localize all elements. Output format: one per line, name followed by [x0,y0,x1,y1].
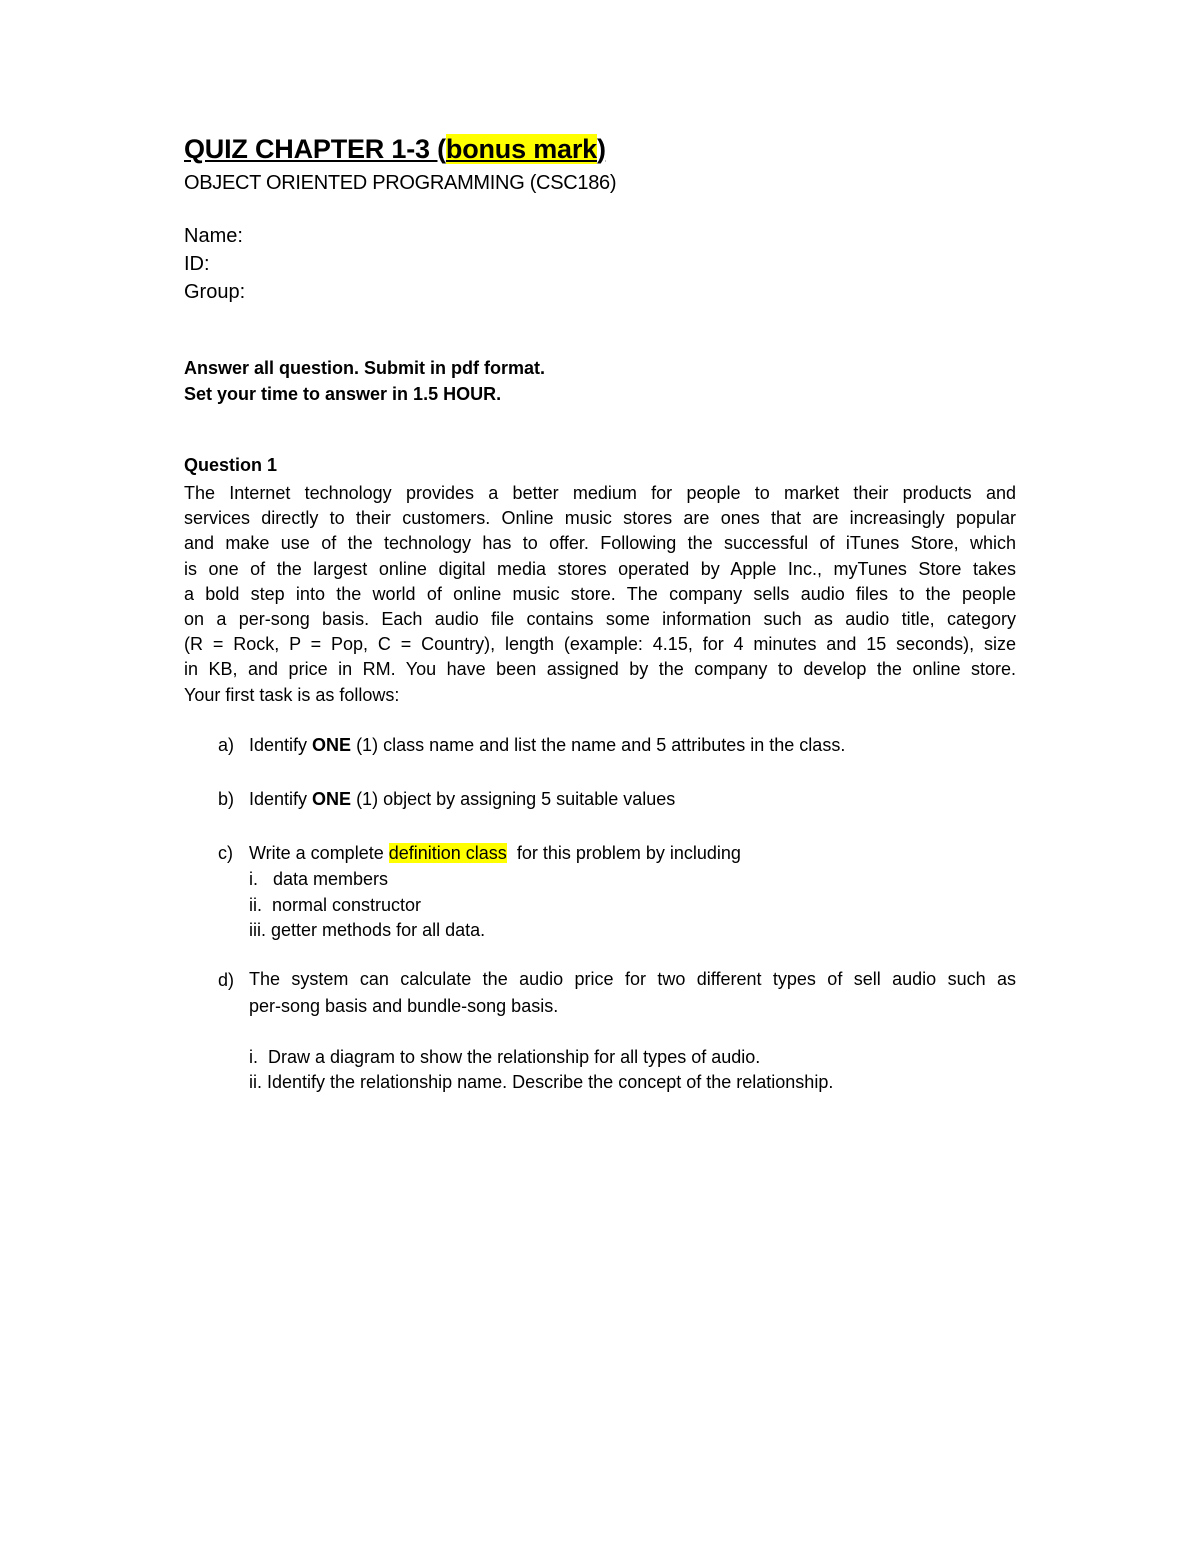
instruction-line-2: Set your time to answer in 1.5 HOUR. [184,384,502,404]
item-a-text: Identify ONE (1) class name and list the name and 5 attributes in the class. [249,735,846,755]
name-label: Name: [184,225,243,247]
group-label: Group: [184,281,246,303]
item-d-sub-1: i. Draw a diagram to show the relationship for all types of audio. [249,1047,761,1067]
instructions [184,355,545,407]
item-d-marker: d) [218,970,235,990]
id-label: ID: [184,253,210,275]
item-c-sub-1: i. data members [249,869,389,889]
course-subtitle: OBJECT ORIENTED PROGRAMMING (CSC186) [184,172,617,194]
item-d-line-2: per-song basis and bundle-song basis. [249,996,559,1016]
item-b-text: Identify ONE (1) object by assigning 5 suitable values [249,789,676,809]
paragraph-line: Your first task is as follows: [184,684,400,705]
paragraph-line: a bold step into the world of online music store. The company sells audio files to the people [184,583,1016,604]
item-d-sub-2: ii. Identify the relationship name. Describe the concept of the relationship. [249,1072,834,1092]
paragraph-line: in KB, and price in RM. You have been assigned by the company to develop the online store. [184,659,1016,680]
item-c-sub-3: iii. getter methods for all data. [249,920,486,940]
item-c-marker: c) [218,843,233,863]
paragraph-line: is one of the largest online digital media stores operated by Apple Inc., myTunes Store takes [184,558,1016,579]
item-d-line-1: The system can calculate the audio price for two different types of sell audio such as [249,969,1016,989]
paragraph-line: The Internet technology provides a better medium for people to market their products and [184,483,1016,503]
bonus-mark-highlight: bonus mark [445,134,597,164]
item-c-text: Write a complete definition class for this problem by including [249,843,741,863]
question-1-paragraph [184,481,1016,708]
quiz-title: QUIZ CHAPTER 1-3 (bonus mark) [184,134,606,164]
paragraph-line: on a per-song basis. Each audio file contains some information such as audio title, category [184,608,1016,629]
paragraph-line: (R = Rock, P = Pop, C = Country), length (example: 4.15, for 4 minutes and 15 seconds), size [184,634,1016,655]
paragraph-line: and make use of the technology has to offer. Following the successful of iTunes Store, which [184,533,1016,554]
item-b-marker: b) [218,789,235,809]
item-a-marker: a) [218,735,235,755]
student-fields [184,222,245,306]
question-1-heading: Question 1 [184,455,278,475]
item-d-text [249,966,1016,1020]
definition-class-highlight: definition class [388,843,507,863]
instruction-line-1: Answer all question. Submit in pdf format. [184,358,546,378]
paragraph-line: services directly to their customers. Online music stores are ones that are increasingly popular [184,508,1016,529]
item-c-sub-2: ii. normal constructor [249,895,422,915]
